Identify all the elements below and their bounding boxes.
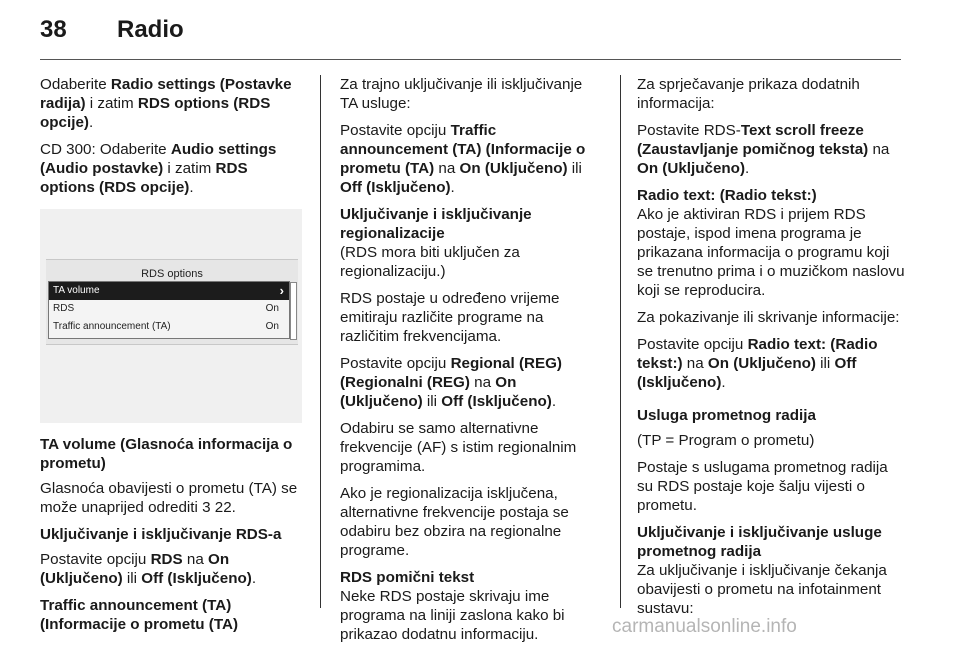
text: na bbox=[434, 160, 460, 177]
column-divider-1 bbox=[320, 75, 321, 608]
option-label: Traffic announcement (TA) bbox=[53, 321, 171, 332]
text: na bbox=[868, 141, 890, 158]
option-label: TA volume bbox=[53, 285, 100, 296]
menu-term: On (Uključeno) bbox=[637, 160, 746, 177]
menu-term: Regional (REG) (Regionalni (REG) bbox=[340, 355, 562, 391]
text: Glasnoća obavijesti o prometu (TA) se može unaprijed odrediti bbox=[40, 480, 298, 516]
paragraph: Odabiru se samo alternativne frekvencije (AF) s istim regionalnim programima. bbox=[340, 420, 577, 475]
menu-term: On (Uključeno) bbox=[340, 374, 517, 410]
text: ili bbox=[815, 355, 835, 372]
paragraph: Za pokazivanje ili skrivanje informacije: bbox=[637, 309, 900, 326]
page-reference: 3 22. bbox=[202, 499, 236, 516]
subheading bbox=[40, 435, 302, 473]
paragraph bbox=[340, 354, 602, 411]
display-screen bbox=[46, 259, 298, 345]
watermark: carmanualsonline.info bbox=[612, 616, 797, 637]
menu-term: Off (Isključeno) bbox=[141, 570, 252, 587]
text: Odaberite bbox=[40, 76, 111, 93]
paragraph: Postaje s uslugama prometnog radija su RDS postaje koje šalju vijesti o prometu. bbox=[637, 459, 888, 514]
paragraph: RDS postaje u određeno vrijeme emitiraju različite programe na različitim frekvencijama. bbox=[340, 290, 560, 345]
paragraph: (TP = Program o prometu) bbox=[637, 432, 815, 449]
paragraph bbox=[40, 550, 302, 588]
paragraph bbox=[340, 121, 602, 197]
menu-term: Off (Isključeno) bbox=[340, 179, 451, 196]
subheading bbox=[637, 406, 905, 425]
subheading-text: RDS pomični tekst bbox=[340, 569, 475, 586]
list-item[interactable] bbox=[49, 318, 289, 336]
text: na bbox=[469, 374, 496, 391]
subheading-text: Usluga prometnog radija bbox=[637, 407, 816, 424]
menu-term: On (Uključeno) bbox=[707, 355, 816, 372]
chevron-right-icon: › bbox=[279, 283, 284, 298]
text: . bbox=[745, 160, 750, 177]
paragraph bbox=[40, 140, 302, 197]
text: ili bbox=[567, 160, 582, 177]
paragraph: (RDS mora biti uključen za regionalizaciju.) bbox=[340, 244, 520, 280]
text: i zatim bbox=[85, 95, 138, 112]
paragraph bbox=[40, 479, 302, 517]
text: ili bbox=[122, 570, 142, 587]
screen-title: RDS options bbox=[141, 268, 203, 280]
menu-term: Traffic announcement (TA) (Informacije o prometu (TA) bbox=[340, 122, 586, 177]
menu-term: Audio settings (Audio postavke) bbox=[40, 141, 277, 177]
menu-term: RDS options (RDS opcije) bbox=[40, 95, 271, 131]
list-item[interactable] bbox=[49, 300, 289, 318]
menu-term: On (Uključeno) bbox=[40, 551, 230, 587]
paragraph: Ako je regionalizacija isključena, alternativne frekvencije postaja se odabiru bez obzira na regionalne programe. bbox=[340, 485, 569, 559]
text: Postavite opciju bbox=[40, 551, 151, 568]
text: Postavite opciju bbox=[637, 336, 748, 353]
text: . bbox=[551, 393, 557, 410]
subheading-text: TA volume (Glasnoća informacija o prometu) bbox=[40, 436, 293, 472]
menu-term: Off (Isključeno) bbox=[441, 393, 552, 410]
menu-term: Off (Isključeno) bbox=[637, 355, 857, 391]
list-item[interactable] bbox=[49, 282, 289, 300]
paragraph: Za sprječavanje prikaza dodatnih informacija: bbox=[637, 76, 860, 112]
text: i zatim bbox=[163, 160, 216, 177]
column-2 bbox=[340, 75, 602, 652]
menu-term: RDS bbox=[150, 551, 183, 568]
text: . bbox=[189, 179, 194, 196]
paragraph: Ako je aktiviran RDS i prijem RDS postaje, ispod imena programa je prikazana informacija o programu koji se trenutno prima i o muzičkom naslovu koji se reproducira. bbox=[637, 206, 905, 299]
text: . bbox=[251, 570, 257, 587]
text: na bbox=[182, 551, 209, 568]
subheading bbox=[40, 596, 302, 634]
header-rule bbox=[40, 59, 901, 60]
paragraph: Za uključivanje i isključivanje čekanja obavijesti o prometu na infotainment sustavu: bbox=[637, 562, 887, 617]
menu-term: RDS options (RDS opcije) bbox=[40, 160, 248, 196]
option-value: On bbox=[265, 303, 279, 314]
menu-term: Radio text: (Radio tekst:) bbox=[637, 336, 878, 372]
column-1 bbox=[40, 75, 302, 634]
text: ili bbox=[422, 393, 442, 410]
paragraph bbox=[40, 75, 302, 132]
rds-options-screenshot bbox=[40, 209, 302, 423]
column-3 bbox=[637, 75, 905, 626]
column-divider-2 bbox=[620, 75, 621, 608]
page-number: 38 bbox=[40, 16, 67, 43]
subheading-text: Uključivanje i isključivanje RDS-a bbox=[40, 526, 282, 543]
option-value: On bbox=[265, 321, 279, 332]
text: . bbox=[450, 179, 455, 196]
options-list bbox=[48, 281, 290, 339]
text: Postavite opciju bbox=[340, 355, 451, 372]
subheading-text: Uključivanje i isključivanje regionalizacije bbox=[340, 206, 532, 242]
subheading bbox=[637, 186, 905, 205]
scrollbar[interactable] bbox=[290, 282, 297, 340]
option-label: RDS bbox=[53, 303, 75, 314]
subheading-text: Radio text: (Radio tekst:) bbox=[637, 187, 817, 204]
text: CD 300: Odaberite bbox=[40, 141, 171, 158]
menu-term: Text scroll freeze (Zaustavljanje pomičnog teksta) bbox=[637, 122, 869, 158]
menu-term: On (Uključeno) bbox=[459, 160, 568, 177]
text: Postavite RDS- bbox=[637, 122, 741, 139]
text: Postavite opciju bbox=[340, 122, 451, 139]
subheading-text: Uključivanje i isključivanje usluge prometnog radija bbox=[637, 524, 882, 560]
paragraph bbox=[637, 335, 905, 392]
subheading bbox=[340, 568, 602, 587]
text: . bbox=[721, 374, 726, 391]
subheading-text: Traffic announcement (TA) (Informacije o prometu (TA) bbox=[40, 597, 239, 633]
subheading bbox=[637, 523, 905, 561]
text: . bbox=[88, 114, 94, 131]
section-title: Radio bbox=[117, 16, 184, 43]
subheading bbox=[340, 205, 602, 243]
paragraph bbox=[637, 121, 905, 178]
menu-term: Radio settings (Postavke radija) bbox=[40, 76, 292, 112]
text: na bbox=[682, 355, 708, 372]
paragraph: Za trajno uključivanje ili isključivanje TA usluge: bbox=[340, 76, 583, 112]
paragraph: Neke RDS postaje skrivaju ime programa na liniji zaslona kako bi prikazao dodatnu informaciju. bbox=[340, 588, 565, 643]
subheading bbox=[40, 525, 302, 544]
